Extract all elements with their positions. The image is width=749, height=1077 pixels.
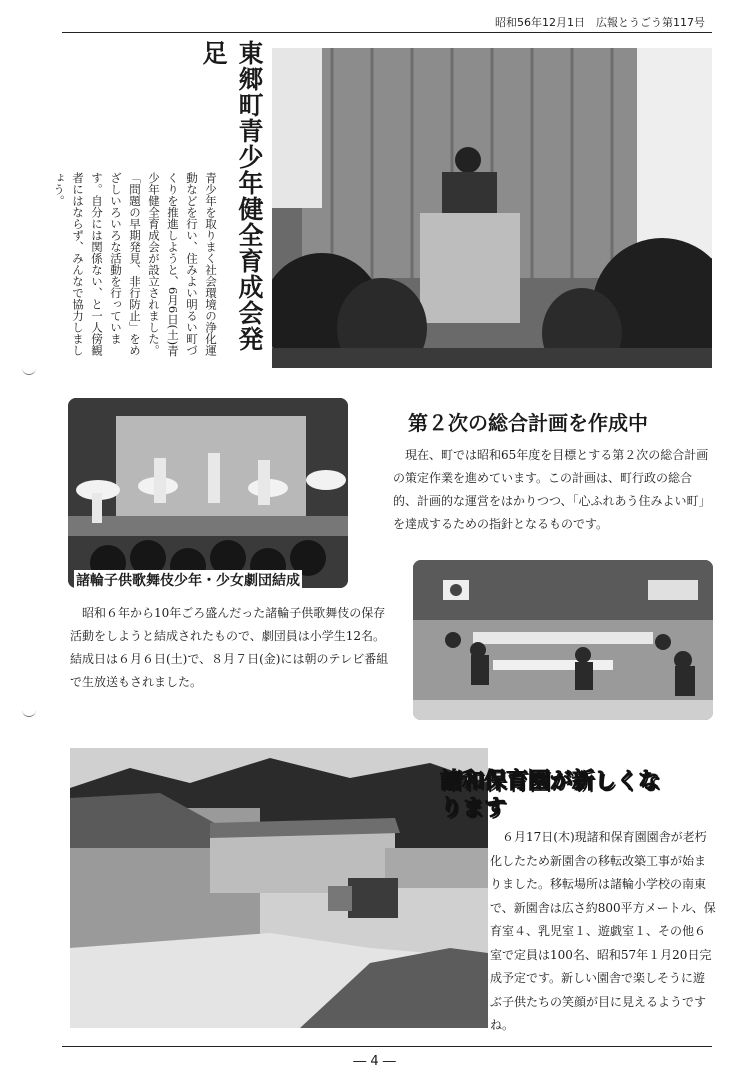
article3-caption: 諸輪子供歌舞伎少年・少女劇団結成 [74, 570, 302, 590]
article3-body: 昭和６年から10年ごろ盛んだった諸輪子供歌舞伎の保存活動をしようと結成されたもので、劇団員は小学生12名。結成日は６月６日(土)で、８月７日(金)には朝のテレビ番組で生放送もされました。 [70, 606, 389, 689]
photo-nursery-construction [70, 748, 488, 1028]
photo-planning-meeting [413, 560, 713, 720]
header-date-issue: 昭和56年12月1日 広報とうごう第117号 [495, 16, 705, 29]
article4-body: ６月17日(木)現諸和保育園園舎が老朽化したため新園舎の移転改築工事が始まりました。移転場所は諸輪小学校の南東で、新園舎は広さ約800平方メートル、保育室４、乳児室１、遊戯室１、その他６室で定員は100名、昭和57年１月20日完成予定です。新しい園舎で楽しそうに遊ぶ子供たちの笑顔が目に見えるようですね。 [490, 830, 716, 1032]
page-number: ― 4 ― [353, 1054, 396, 1069]
article4-title: 諸和保育園が新しくなります [440, 769, 661, 821]
header-rule [62, 32, 712, 33]
article2-body: 現在、町では昭和65年度を目標とする第２次の総合計画の策定作業を進めています。この計画は、町行政の総合的、計画的な運営をはかりつつ、「心ふれあう住みよい町」を達成するための指針となるものです。 [393, 448, 711, 531]
photo-meeting-speaker [272, 48, 712, 368]
punch-hole [22, 708, 36, 717]
punch-hole [22, 366, 36, 375]
article1-title: 東郷町青少年健全育成会発足 [199, 40, 264, 352]
photo-kabuki-stage [68, 398, 348, 588]
article2-title: 第２次の総合計画を作成中 [408, 411, 648, 435]
footer-rule [62, 1046, 712, 1047]
article1-body: 青少年を取りまく社会環境の浄化運動などを行い、住みよい明るい町づくりを推進しようと、6月6日(土)青少年健全育成会が設立されました。「問題の早期発見、非行防止」をめざしいろいろな活動を行っています。自分には関係ない、と一人傍観者にはならず、みんなで協力しましょう。 [52, 172, 218, 357]
